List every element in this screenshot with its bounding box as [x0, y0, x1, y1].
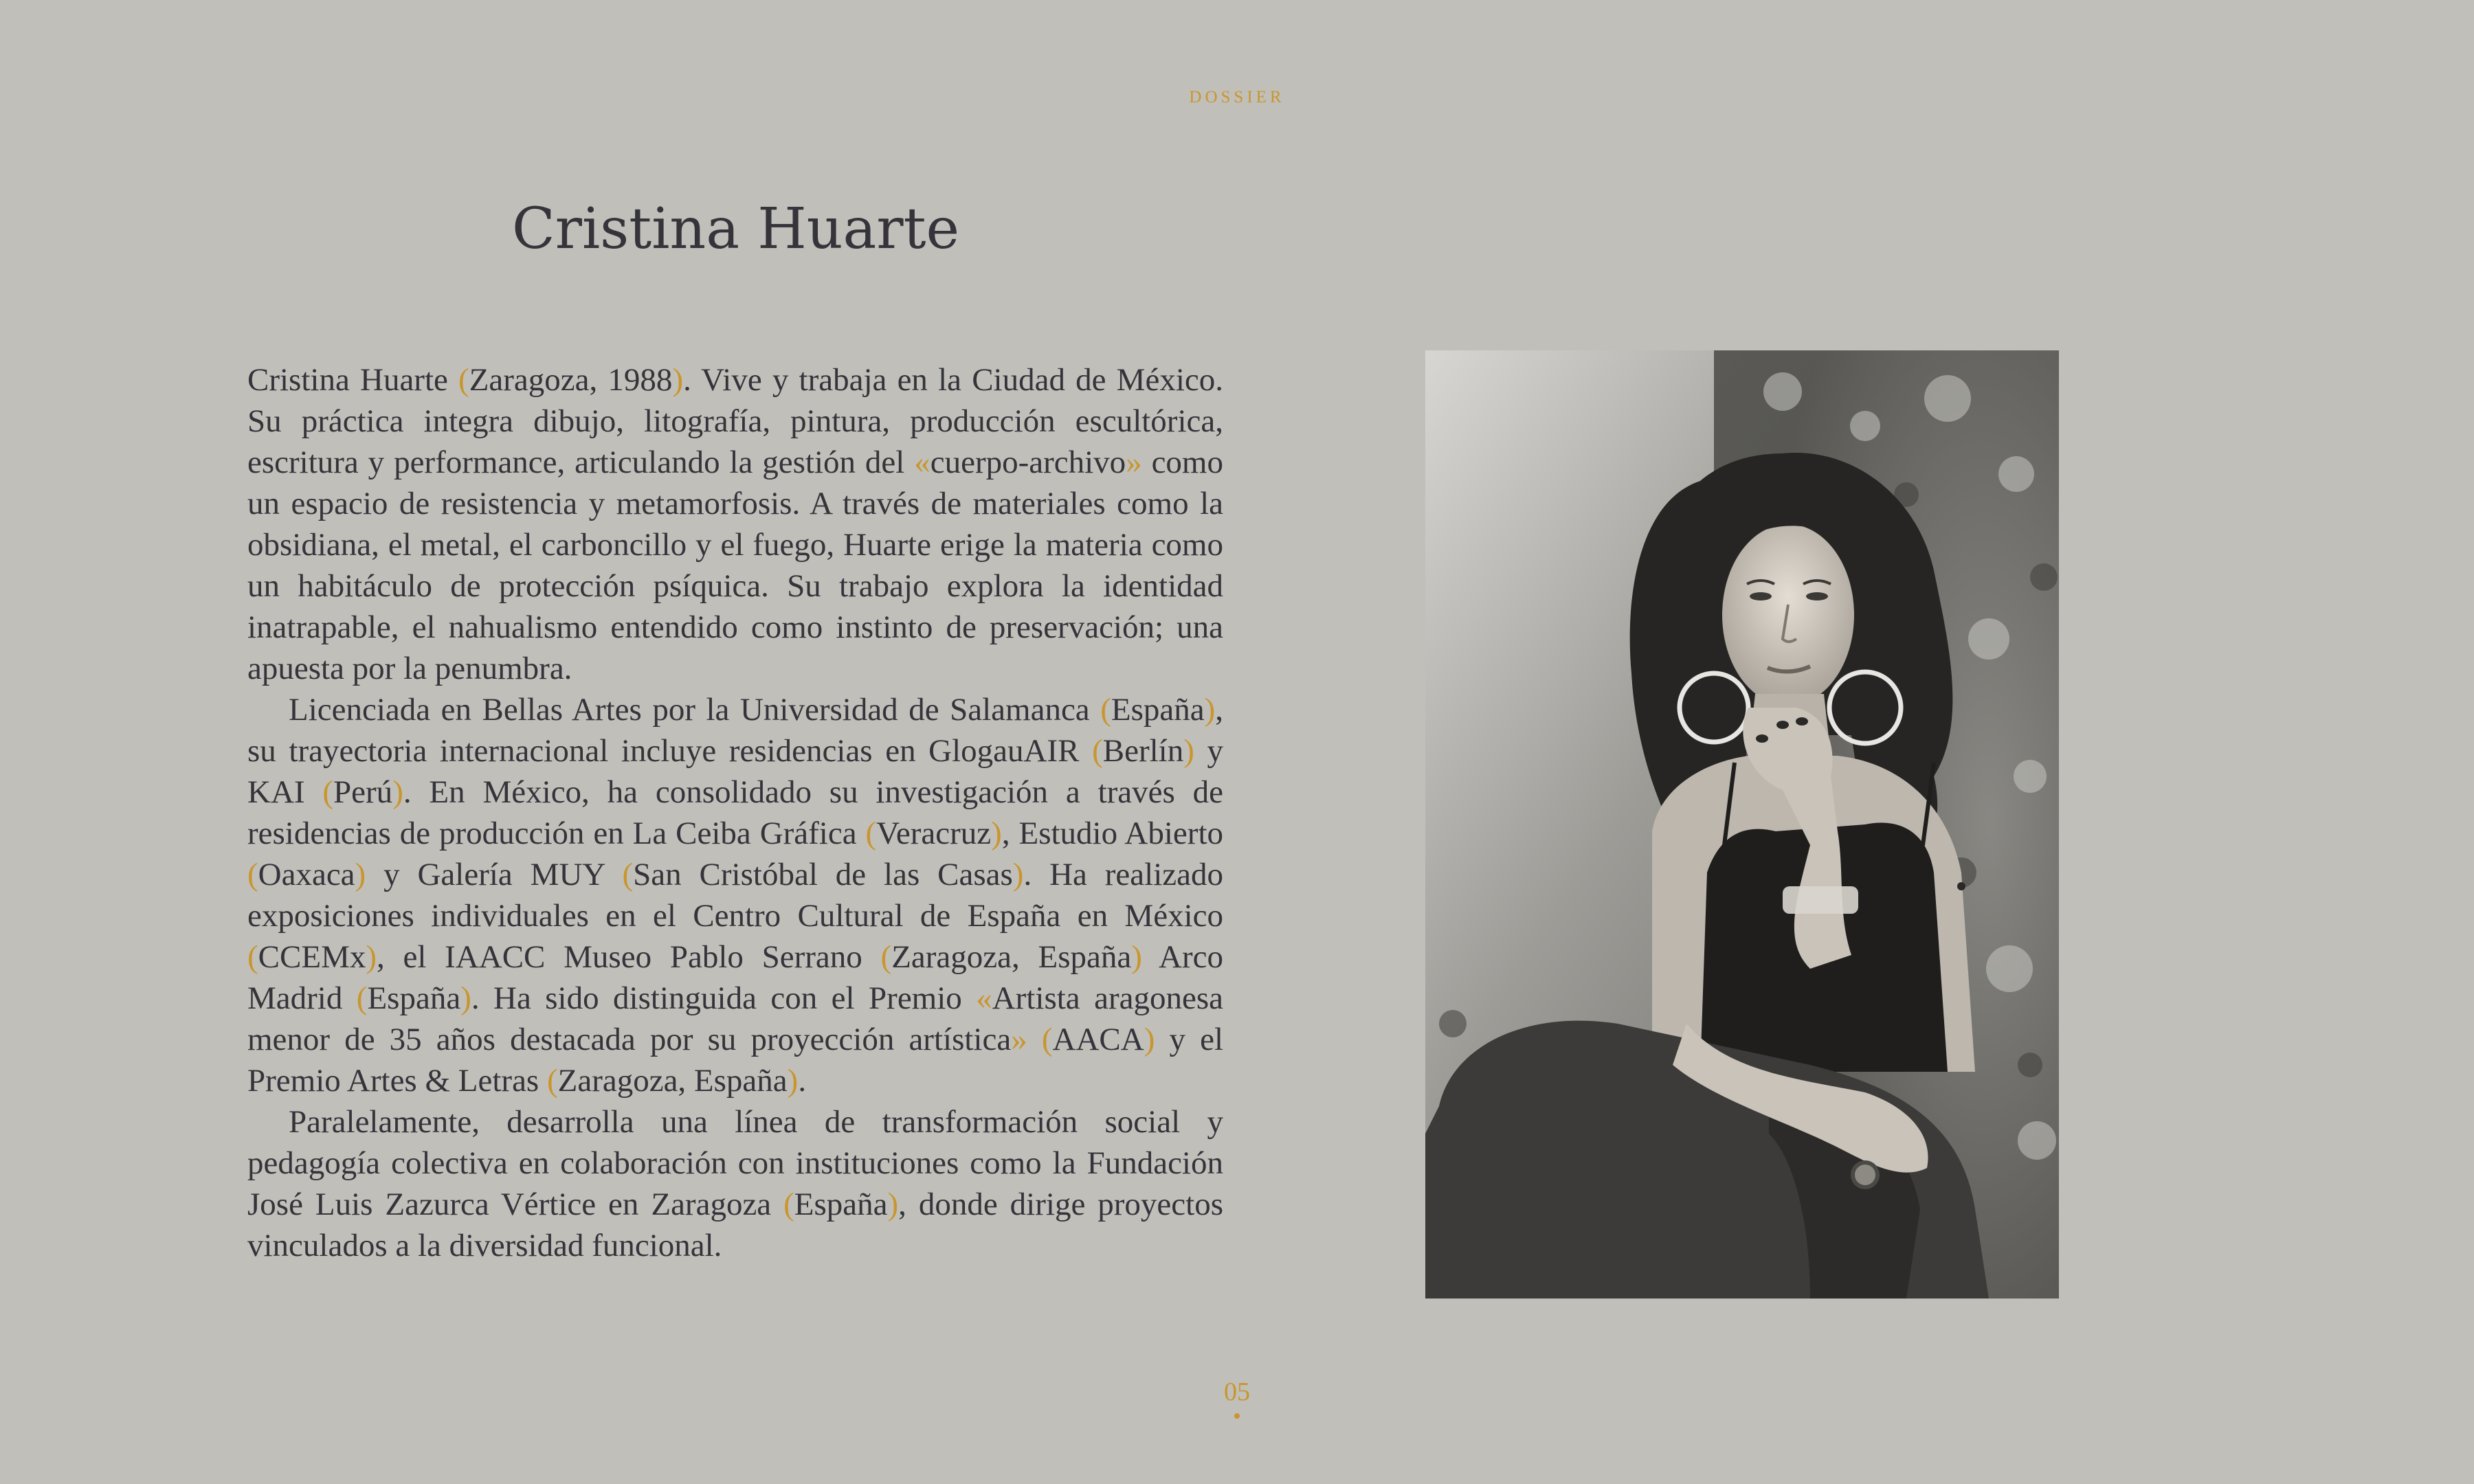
bio-text-run: Zaragoza, España [891, 939, 1132, 975]
accent-mark: ( [458, 362, 469, 398]
page-number-dot [1234, 1413, 1240, 1419]
bio-text-run: Veracruz [876, 816, 992, 851]
accent-mark: « [914, 445, 930, 480]
bio-text-run: . Ha sido distinguida con el Premio [471, 980, 977, 1016]
accent-mark: ( [356, 980, 368, 1016]
accent-mark: ) [991, 816, 1002, 851]
accent-mark: ) [1204, 692, 1216, 728]
bio-text-run: Artista aragonesa menor de 35 años destacada por su proyección artística [247, 980, 1223, 1057]
accent-mark: ( [1100, 692, 1111, 728]
bio-text-run: y el Premio Artes & Letras [247, 1022, 1224, 1099]
accent-mark: ( [880, 939, 892, 975]
accent-mark: ( [1041, 1022, 1053, 1057]
bio-text-run: . Ha realizado exposiciones individuales en el Centro Cultural de España en México [247, 857, 1223, 934]
bio-text-run: , Estudio Abierto [1001, 816, 1224, 851]
accent-mark: ) [1131, 939, 1142, 975]
accent-mark: ( [247, 939, 258, 975]
bio-text-run [1027, 1022, 1042, 1057]
accent-mark: ( [1092, 733, 1103, 769]
bio-paragraph-1 [247, 359, 1223, 689]
accent-mark: ) [787, 1063, 799, 1099]
accent-mark: » [1126, 445, 1142, 480]
bio-text-run: San Cristóbal de las Casas [633, 857, 1013, 892]
accent-mark: ( [865, 816, 877, 851]
bio-text-run: AACA [1052, 1022, 1144, 1057]
accent-mark: ) [355, 857, 366, 892]
bio-text-run: Licenciada en Bellas Artes por la Universidad de Salamanca [289, 692, 1101, 728]
bio-text-run: Paralelamente, desarrolla una línea de transformación social y pedagogía colectiva en colaboración con instituciones como la Fundación José Luis Zazurca Vértice en Zaragoza [247, 1104, 1223, 1222]
bio-text-run: España [794, 1187, 888, 1222]
accent-mark: ( [322, 774, 334, 810]
accent-mark: ) [887, 1187, 899, 1222]
accent-mark: ( [622, 857, 634, 892]
accent-mark: » [1011, 1022, 1027, 1057]
bio-text-run: Oaxaca [258, 857, 355, 892]
bio-text-run: y KAI [247, 733, 1223, 810]
bio-text [247, 359, 1223, 1266]
accent-mark: ( [247, 857, 258, 892]
bio-text-run: como un espacio de resistencia y metamorfosis. A través de materiales como la obsidiana, el metal, el carboncillo y el fuego, Huarte erige la materia como un habitáculo de protección psíquica. Su trabajo explora la identidad inatrapable, el nahualismo entendido como instinto de preservación; una apuesta por la penumbra. [247, 445, 1223, 686]
portrait-photo [1425, 350, 2059, 1298]
accent-mark: ) [366, 939, 377, 975]
accent-mark: ) [460, 980, 471, 1016]
bio-paragraph-2 [247, 689, 1223, 1101]
bio-text-run: Berlín [1102, 733, 1184, 769]
accent-mark: ) [1012, 857, 1024, 892]
accent-mark: ) [392, 774, 403, 810]
bio-text-run: . Vive y trabaja en la Ciudad de México. Su práctica integra dibujo, litografía, pintura, producción escultórica, escritura y performance, articulando la gestión del [247, 362, 1223, 480]
bio-text-run: España [1111, 692, 1205, 728]
bio-text-run: , el IAACC Museo Pablo Serrano [377, 939, 881, 975]
bio-text-run: , su trayectoria internacional incluye residencias en GlogauAIR [247, 692, 1223, 769]
section-label: DOSSIER [1189, 88, 1285, 106]
bio-text-run: Cristina Huarte [247, 362, 459, 398]
page-title: Cristina Huarte [512, 196, 960, 262]
accent-mark: « [976, 980, 992, 1016]
accent-mark: ( [783, 1187, 794, 1222]
bio-text-run: . En México, ha consolidado su investigación a través de residencias de producción en La Ceiba Gráfica [247, 774, 1223, 851]
accent-mark: ) [672, 362, 684, 398]
bio-text-run: cuerpo-archivo [930, 445, 1126, 480]
bio-text-run: CCEMx [258, 939, 366, 975]
accent-mark: ) [1183, 733, 1194, 769]
bio-paragraph-3 [247, 1101, 1223, 1266]
bio-text-run: y Galería MUY [366, 857, 623, 892]
bio-text-run: Zaragoza, España [557, 1063, 788, 1099]
bio-text-run: Arco Madrid [247, 939, 1223, 1016]
bio-text-run: , donde dirige proyectos vinculados a la diversidad funcional. [247, 1187, 1223, 1263]
accent-mark: ( [546, 1063, 558, 1099]
bio-text-run: España [367, 980, 461, 1016]
page-number: 05 [1224, 1378, 1250, 1406]
accent-mark: ) [1144, 1022, 1155, 1057]
bio-text-run: . [798, 1063, 807, 1099]
bio-text-run: Perú [333, 774, 393, 810]
portrait-image [1425, 350, 2059, 1298]
bio-text-run: Zaragoza, 1988 [469, 362, 673, 398]
